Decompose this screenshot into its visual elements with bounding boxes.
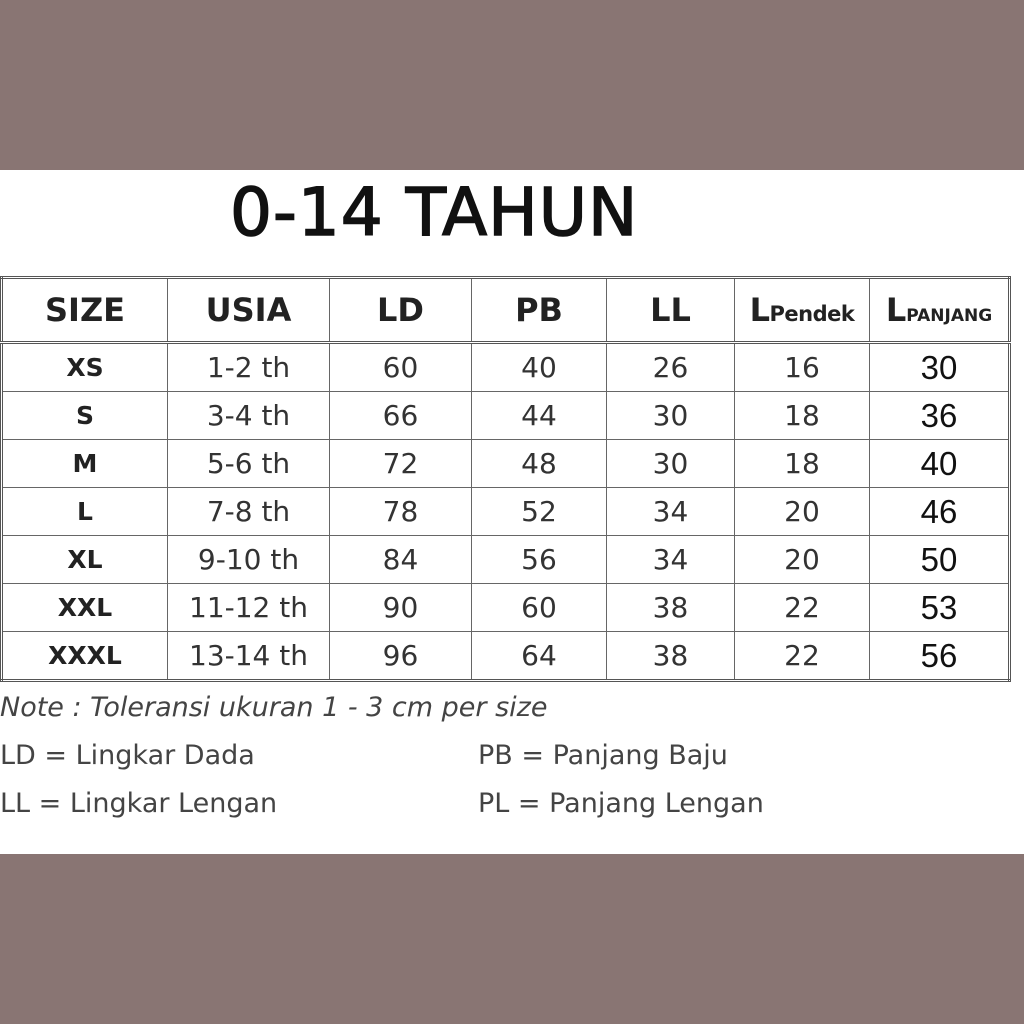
l-pendek-cell: 22 — [735, 584, 870, 632]
header-l-pendek: LPendek — [735, 278, 870, 343]
table-row — [2, 440, 1010, 488]
ll-cell: 30 — [607, 392, 735, 440]
usia-cell: 7-8 th — [168, 488, 330, 536]
table-row — [2, 343, 1010, 392]
l-panjang-cell: 36 — [870, 392, 1010, 440]
size-table — [0, 276, 1011, 682]
size-cell: S — [2, 392, 168, 440]
l-pendek-cell: 16 — [735, 343, 870, 392]
header-pb: PB — [472, 278, 607, 343]
table-row — [2, 536, 1010, 584]
usia-cell: 3-4 th — [168, 392, 330, 440]
table-row — [2, 392, 1010, 440]
size-cell: L — [2, 488, 168, 536]
table-row — [2, 632, 1010, 681]
pb-cell: 52 — [472, 488, 607, 536]
l-pendek-cell: 18 — [735, 392, 870, 440]
pb-cell: 64 — [472, 632, 607, 681]
header-l-panjang: LPANJANG — [870, 278, 1010, 343]
l-pendek-cell: 20 — [735, 536, 870, 584]
tolerance-note: Note : Toleransi ukuran 1 - 3 cm per size — [0, 692, 548, 723]
ld-cell: 66 — [330, 392, 472, 440]
l-pendek-cell: 20 — [735, 488, 870, 536]
pb-cell: 44 — [472, 392, 607, 440]
ll-cell: 34 — [607, 488, 735, 536]
ll-cell: 34 — [607, 536, 735, 584]
l-panjang-cell: 46 — [870, 488, 1010, 536]
l-panjang-cell: 50 — [870, 536, 1010, 584]
ll-cell: 38 — [607, 584, 735, 632]
ld-cell: 96 — [330, 632, 472, 681]
table-header-row — [2, 278, 1010, 343]
ld-cell: 84 — [330, 536, 472, 584]
usia-cell: 1-2 th — [168, 343, 330, 392]
size-cell: XL — [2, 536, 168, 584]
ld-cell: 72 — [330, 440, 472, 488]
chart-title: 0-14 TAHUN — [230, 174, 639, 251]
l-panjang-cell: 56 — [870, 632, 1010, 681]
legend-ld: LD = Lingkar Dada — [0, 740, 255, 771]
pb-cell: 40 — [472, 343, 607, 392]
table-row — [2, 488, 1010, 536]
l-panjang-cell: 30 — [870, 343, 1010, 392]
ld-cell: 90 — [330, 584, 472, 632]
ll-cell: 30 — [607, 440, 735, 488]
size-cell: XXXL — [2, 632, 168, 681]
size-chart-sheet — [0, 170, 1024, 854]
legend-ll: LL = Lingkar Lengan — [0, 788, 278, 819]
size-cell: M — [2, 440, 168, 488]
ll-cell: 38 — [607, 632, 735, 681]
ll-cell: 26 — [607, 343, 735, 392]
size-cell: XXL — [2, 584, 168, 632]
usia-cell: 9-10 th — [168, 536, 330, 584]
ld-cell: 60 — [330, 343, 472, 392]
usia-cell: 5-6 th — [168, 440, 330, 488]
pb-cell: 60 — [472, 584, 607, 632]
l-panjang-cell: 40 — [870, 440, 1010, 488]
pb-cell: 48 — [472, 440, 607, 488]
l-pendek-cell: 22 — [735, 632, 870, 681]
header-ld: LD — [330, 278, 472, 343]
legend-pb: PB = Panjang Baju — [478, 740, 728, 771]
header-usia: USIA — [168, 278, 330, 343]
header-size: SIZE — [2, 278, 168, 343]
legend-pl: PL = Panjang Lengan — [478, 788, 764, 819]
usia-cell: 11-12 th — [168, 584, 330, 632]
pb-cell: 56 — [472, 536, 607, 584]
size-cell: XS — [2, 343, 168, 392]
table-body — [2, 343, 1010, 681]
header-ll: LL — [607, 278, 735, 343]
l-pendek-cell: 18 — [735, 440, 870, 488]
table-row — [2, 584, 1010, 632]
usia-cell: 13-14 th — [168, 632, 330, 681]
ld-cell: 78 — [330, 488, 472, 536]
l-panjang-cell: 53 — [870, 584, 1010, 632]
